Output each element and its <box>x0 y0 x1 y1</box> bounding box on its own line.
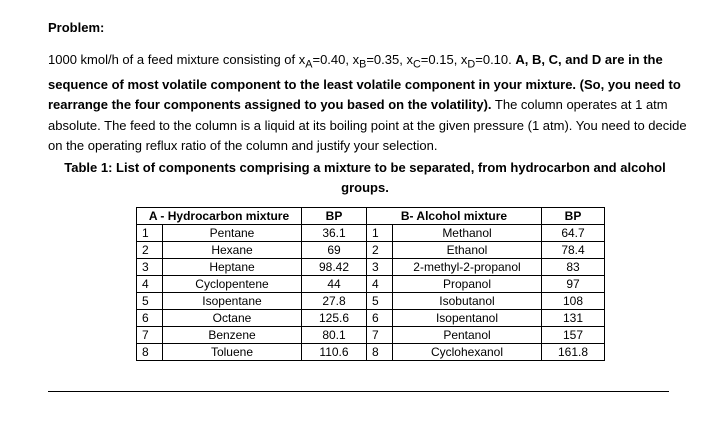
row-number: 4 <box>137 276 163 293</box>
row-number: 7 <box>367 327 393 344</box>
alcohol-bp: 64.7 <box>542 225 605 242</box>
table-row <box>137 225 605 242</box>
alcohol-name: Propanol <box>393 276 542 293</box>
row-number: 3 <box>137 259 163 276</box>
row-number: 8 <box>367 344 393 361</box>
xb-subscript: B <box>359 58 367 71</box>
hydrocarbon-bp: 125.6 <box>302 310 367 327</box>
xc-subscript: C <box>412 58 421 71</box>
hydrocarbon-bp: 69 <box>302 242 367 259</box>
hydrocarbon-name: Heptane <box>163 259 302 276</box>
hydrocarbon-bp: 36.1 <box>302 225 367 242</box>
xd-value: =0.10. <box>475 52 516 67</box>
alcohol-bp: 83 <box>542 259 605 276</box>
row-number: 6 <box>367 310 393 327</box>
xa-value: =0.40, x <box>312 52 360 67</box>
table-row <box>137 276 605 293</box>
alcohol-bp: 78.4 <box>542 242 605 259</box>
hydrocarbon-bp: 27.8 <box>302 293 367 310</box>
bottom-divider <box>48 391 669 392</box>
alcohol-name: Pentanol <box>393 327 542 344</box>
row-number: 3 <box>367 259 393 276</box>
hydrocarbon-bp: 110.6 <box>302 344 367 361</box>
xa-subscript: A <box>305 58 313 71</box>
hydrocarbon-name: Octane <box>163 310 302 327</box>
hydrocarbon-name: Hexane <box>163 242 302 259</box>
problem-heading: Problem: <box>48 20 105 35</box>
table-row <box>137 310 605 327</box>
problem-statement <box>48 50 688 157</box>
xc-value: =0.15, x <box>420 52 468 67</box>
alcohol-bp: 157 <box>542 327 605 344</box>
table-row <box>137 242 605 259</box>
row-number: 1 <box>367 225 393 242</box>
table-header-row <box>137 208 605 225</box>
table-row <box>137 344 605 361</box>
row-number: 5 <box>367 293 393 310</box>
alcohol-name: Isopentanol <box>393 310 542 327</box>
row-number: 7 <box>137 327 163 344</box>
hydrocarbon-name: Toluene <box>163 344 302 361</box>
row-number: 1 <box>137 225 163 242</box>
table-caption: Table 1: List of components comprising a mixture to be separated, from hydrocarbon and alcohol groups. <box>64 160 666 195</box>
components-table <box>136 207 605 361</box>
row-number: 8 <box>137 344 163 361</box>
alcohol-name: Methanol <box>393 225 542 242</box>
problem-bold-text: A, B, C, and D are in the sequence of most volatile component to the least volatile component in your mixture. (So, you need to rearrange the four components assigned to you based on the volatility). <box>48 52 681 113</box>
problem-text-1: 1000 kmol/h of a feed mixture consisting of x <box>48 52 306 67</box>
header-alcohol-bp: BP <box>542 208 605 225</box>
xb-value: =0.35, x <box>366 52 413 67</box>
header-hydrocarbon-mixture: A - Hydrocarbon mixture <box>137 208 302 225</box>
header-alcohol-mixture: B- Alcohol mixture <box>367 208 542 225</box>
alcohol-name: Cyclohexanol <box>393 344 542 361</box>
xd-subscript: D <box>467 58 476 71</box>
hydrocarbon-name: Cyclopentene <box>163 276 302 293</box>
hydrocarbon-name: Pentane <box>163 225 302 242</box>
table-row <box>137 259 605 276</box>
row-number: 2 <box>367 242 393 259</box>
hydrocarbon-name: Benzene <box>163 327 302 344</box>
alcohol-bp: 97 <box>542 276 605 293</box>
alcohol-bp: 161.8 <box>542 344 605 361</box>
alcohol-bp: 131 <box>542 310 605 327</box>
hydrocarbon-name: Isopentane <box>163 293 302 310</box>
header-hydrocarbon-bp: BP <box>302 208 367 225</box>
table-row <box>137 293 605 310</box>
alcohol-name: 2-methyl-2-propanol <box>393 259 542 276</box>
hydrocarbon-bp: 98.42 <box>302 259 367 276</box>
row-number: 2 <box>137 242 163 259</box>
row-number: 4 <box>367 276 393 293</box>
alcohol-bp: 108 <box>542 293 605 310</box>
alcohol-name: Isobutanol <box>393 293 542 310</box>
row-number: 6 <box>137 310 163 327</box>
row-number: 5 <box>137 293 163 310</box>
table-row <box>137 327 605 344</box>
hydrocarbon-bp: 44 <box>302 276 367 293</box>
alcohol-name: Ethanol <box>393 242 542 259</box>
problem-text-rest: The column operates at 1 atm absolute. The feed to the column is a liquid at its boiling point at the given pressure (1 atm). You need to decide on the operating reflux ratio of the column and justify your selection. <box>48 97 687 154</box>
hydrocarbon-bp: 80.1 <box>302 327 367 344</box>
